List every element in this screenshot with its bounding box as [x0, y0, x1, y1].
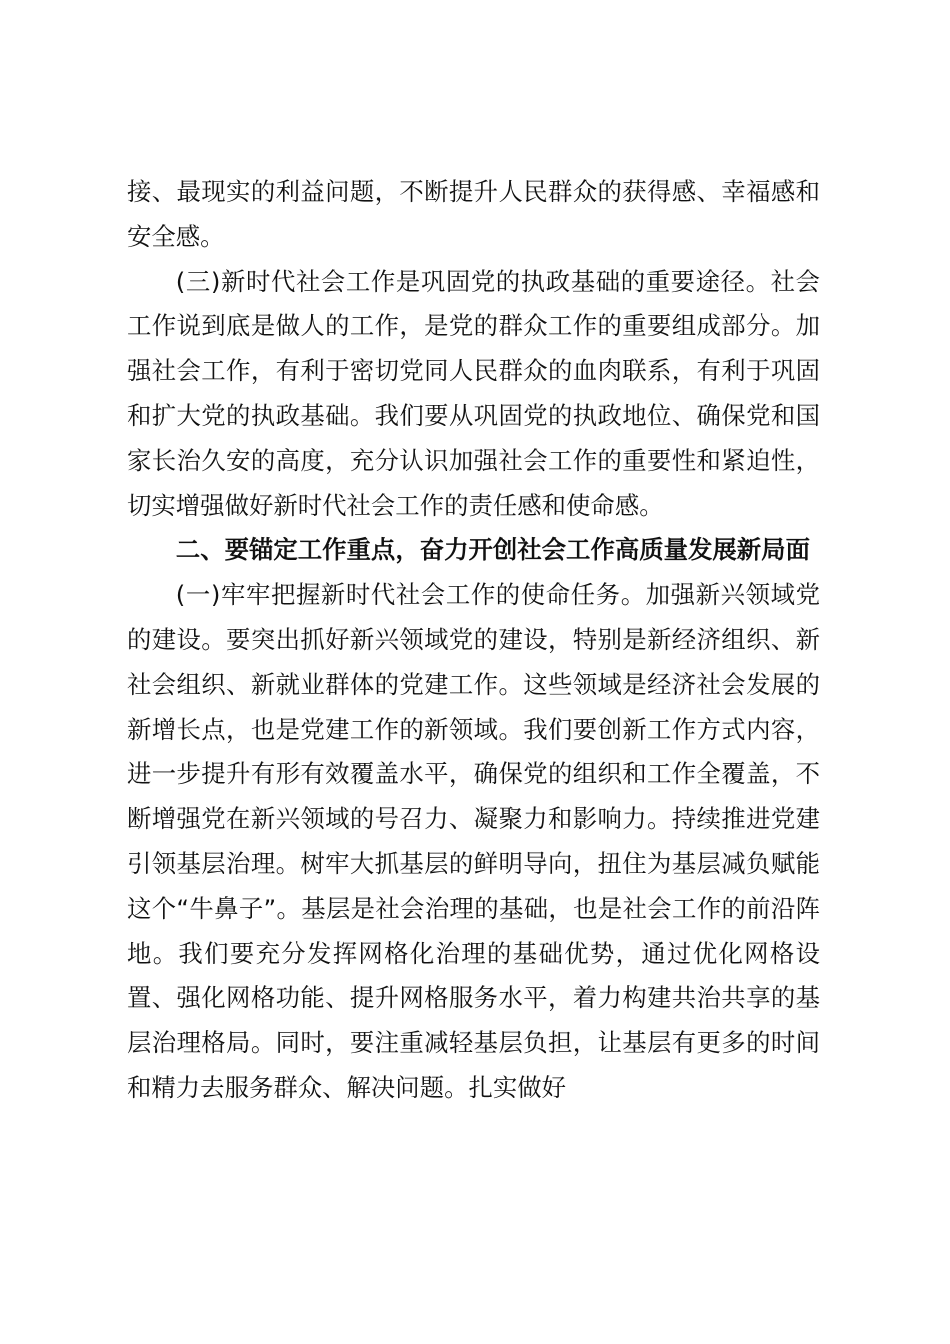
document-body	[127, 170, 820, 1111]
paragraph-section-one: (一)牢牢把握新时代社会工作的使命任务。加强新兴领域党的建设。要突出抓好新兴领域党的建设，特别是新经济组织、新社会组织、新就业群体的党建工作。这些领域是经济社会发展的新增长点，也是党建工作的新领域。我们要创新工作方式内容，进一步提升有形有效覆盖水平，确保党的组织和工作全覆盖，不断增强党在新兴领域的号召力、凝聚力和影响力。持续推进党建引领基层治理。树牢大抓基层的鲜明导向，扭住为基层减负赋能这个“牛鼻子”。基层是社会治理的基础，也是社会工作的前沿阵地。我们要充分发挥网格化治理的基础优势，通过优化网格设置、强化网格功能、提升网格服务水平，着力构建共治共享的基层治理格局。同时，要注重减轻基层负担，让基层有更多的时间和精力去服务群众、解决问题。扎实做好	[127, 580, 820, 1102]
paragraph-continuation: 接、最现实的利益问题，不断提升人民群众的获得感、幸福感和安全感。	[127, 177, 820, 251]
section-heading-two: 二、要锚定工作重点，奋力开创社会工作高质量发展新局面	[175, 535, 810, 565]
paragraph-section-three: (三)新时代社会工作是巩固党的执政基础的重要途径。社会工作说到底是做人的工作，是党的群众工作的重要组成部分。加强社会工作，有利于密切党同人民群众的血肉联系，有利于巩固和扩大党的执政基础。我们要从巩固党的执政地位、确保党和国家长治久安的高度，充分认识加强社会工作的重要性和紧迫性，切实增强做好新时代社会工作的责任感和使命感。	[127, 266, 820, 520]
